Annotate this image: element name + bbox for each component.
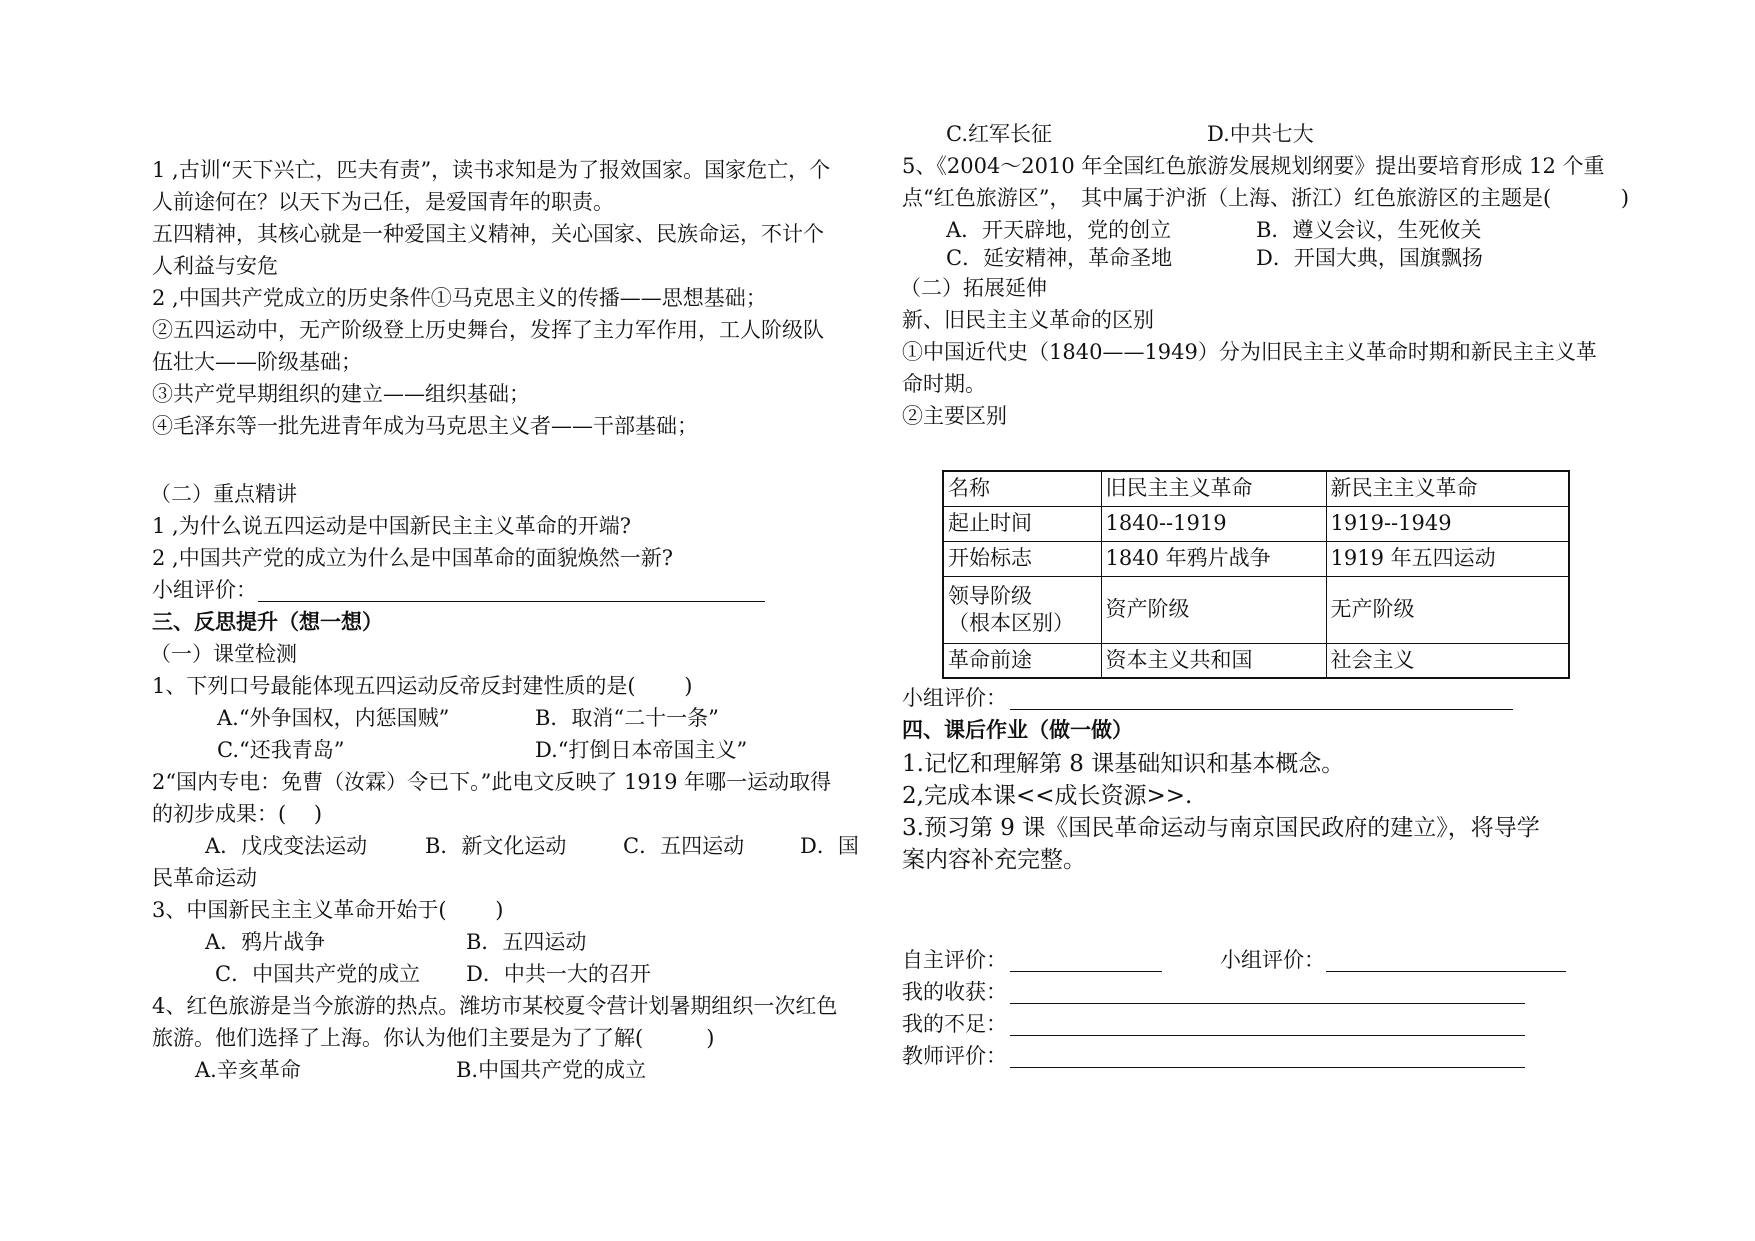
option-2c: C．五四运动 <box>623 834 745 858</box>
homework-item: 2,完成本课<<成长资源>>. <box>902 783 1193 809</box>
option-5a: A．开天辟地，党的创立 <box>946 218 1172 242</box>
table-row <box>943 506 1569 541</box>
option-3d: D．中共一大的召开 <box>466 962 651 986</box>
question-1: 1、下列口号最能体现五四运动反帝反封建性质的是( ) <box>152 674 693 698</box>
text-line: ④毛泽东等一批先进青年成为马克思主义者——干部基础； <box>152 414 698 438</box>
question-3: 3、中国新民主主义革命开始于( ) <box>152 898 504 922</box>
group-eval-label: 小组评价： <box>152 578 257 602</box>
table-cell: 社会主义 <box>1326 643 1569 678</box>
text-line: 新、旧民主主义革命的区别 <box>902 308 1154 332</box>
option-1a: A.“外争国权，内惩国贼” <box>217 706 450 730</box>
text-line: ③共产党早期组织的建立——组织基础； <box>152 382 530 406</box>
table-cell: 资产阶级 <box>1101 576 1326 643</box>
table-row <box>943 541 1569 576</box>
section-subheading: （二）拓展延伸 <box>900 276 1047 300</box>
option-3c: C．中国共产党的成立 <box>215 962 421 986</box>
table-cell-line: 领导阶级 <box>948 583 1032 608</box>
table-cell-note: （根本区别） <box>948 610 1074 635</box>
section-heading: 四、课后作业（做一做） <box>902 717 1133 742</box>
option-3a: A．鸦片战争 <box>205 930 326 954</box>
table-row <box>943 643 1569 678</box>
table-cell: 开始标志 <box>943 541 1101 576</box>
table-header-cell: 名称 <box>943 471 1101 506</box>
table-cell <box>943 576 1101 643</box>
table-row <box>943 576 1569 643</box>
option-3b: B．五四运动 <box>466 930 587 954</box>
option-5c: C．延安精神，革命圣地 <box>946 246 1173 270</box>
homework-item: 3.预习第 9 课《国民革命运动与南京国民政府的建立》，将导学 <box>902 815 1540 841</box>
question-line: 1 ,为什么说五四运动是中国新民主主义革命的开端? <box>152 514 631 538</box>
teacher-eval-label: 教师评价： <box>902 1044 1007 1068</box>
option-2d-cont: 民革命运动 <box>152 866 257 890</box>
self-eval-label: 自主评价： <box>902 948 1007 972</box>
text-line: 人利益与安危 <box>152 254 278 278</box>
gain-label: 我的收获： <box>902 980 1007 1004</box>
option-2b: B．新文化运动 <box>425 834 567 858</box>
table-cell: 1840 年鸦片战争 <box>1101 541 1326 576</box>
teacher-eval-blank[interactable] <box>1010 1067 1525 1068</box>
self-eval-blank[interactable] <box>1010 971 1162 972</box>
text-line: 伍壮大——阶级基础； <box>152 350 362 374</box>
section-subheading: （一）课堂检测 <box>150 642 297 666</box>
table-header-cell: 旧民主主义革命 <box>1101 471 1326 506</box>
table-header-row <box>943 471 1569 506</box>
table-cell: 资本主义共和国 <box>1101 643 1326 678</box>
text-line: 命时期。 <box>902 372 986 396</box>
option-1b: B．取消“二十一条” <box>535 706 719 730</box>
text-line: ②主要区别 <box>902 404 1007 428</box>
option-1d: D.“打倒日本帝国主义” <box>535 738 748 762</box>
table-cell: 起止时间 <box>943 506 1101 541</box>
question-4: 4、红色旅游是当今旅游的热点。潍坊市某校夏令营计划暑期组织一次红色 <box>152 994 838 1018</box>
question-2-cont: 的初步成果：( ) <box>152 802 323 826</box>
option-4b: B.中国共产党的成立 <box>456 1058 647 1082</box>
option-5b: B．遵义会议，生死攸关 <box>1256 218 1482 242</box>
homework-item: 1.记忆和理解第 8 课基础知识和基本概念。 <box>902 751 1345 777</box>
group-eval-blank[interactable] <box>1010 709 1513 710</box>
section-subheading: （二）重点精讲 <box>150 482 297 506</box>
text-line: 人前途何在？以天下为己任，是爱国青年的职责。 <box>152 190 614 214</box>
table-cell: 革命前途 <box>943 643 1101 678</box>
group-eval-label: 小组评价： <box>902 686 1007 710</box>
question-2: 2“国内专电：免曹（汝霖）令已下。”此电文反映了 1919 年哪一运动取得 <box>152 770 832 794</box>
option-1c: C.“还我青岛” <box>217 738 345 762</box>
lack-blank[interactable] <box>1010 1035 1525 1036</box>
table-header-cell: 新民主主义革命 <box>1326 471 1569 506</box>
option-4c: C.红军长征 <box>946 122 1052 146</box>
group-eval-label: 小组评价： <box>1220 948 1325 972</box>
text-line: 2 ,中国共产党成立的历史条件①马克思主义的传播——思想基础； <box>152 286 767 310</box>
question-5: 5、《2004～2010 年全国红色旅游发展规划纲要》提出要培育形成 12 个重 <box>902 154 1605 178</box>
text-line: 五四精神，其核心就是一种爱国主义精神，关心国家、民族命运，不计个 <box>152 222 824 246</box>
group-eval-blank[interactable] <box>258 601 765 602</box>
section-heading: 三、反思提升（想一想） <box>152 609 383 634</box>
option-2a: A．戊戌变法运动 <box>205 834 368 858</box>
question-line: 2 ,中国共产党的成立为什么是中国革命的面貌焕然一新? <box>152 546 673 570</box>
table-cell: 1840--1919 <box>1101 506 1326 541</box>
table-cell: 无产阶级 <box>1326 576 1569 643</box>
table-cell: 1919 年五四运动 <box>1326 541 1569 576</box>
option-2d: D．国 <box>800 834 859 858</box>
group-eval-blank[interactable] <box>1326 971 1566 972</box>
lack-label: 我的不足： <box>902 1012 1007 1036</box>
text-line: ②五四运动中，无产阶级登上历史舞台，发挥了主力军作用，工人阶级队 <box>152 318 824 342</box>
homework-item-cont: 案内容补充完整。 <box>902 847 1086 873</box>
table-cell: 1919--1949 <box>1326 506 1569 541</box>
option-5d: D．开国大典，国旗飘扬 <box>1256 246 1483 270</box>
question-5-cont: 点“红色旅游区”， 其中属于沪浙（上海、浙江）红色旅游区的主题是( ) <box>902 186 1630 210</box>
text-line: 1 ,古训“天下兴亡，匹夫有责”，读书求知是为了报效国家。国家危亡，个 <box>152 158 831 182</box>
option-4d: D.中共七大 <box>1207 122 1314 146</box>
text-line: ①中国近代史（1840——1949）分为旧民主主义革命时期和新民主主义革 <box>902 340 1597 364</box>
gain-blank[interactable] <box>1010 1003 1525 1004</box>
option-4a: A.辛亥革命 <box>195 1058 301 1082</box>
question-4-cont: 旅游。他们选择了上海。你认为他们主要是为了了解( ) <box>152 1026 715 1050</box>
comparison-table <box>942 470 1570 679</box>
